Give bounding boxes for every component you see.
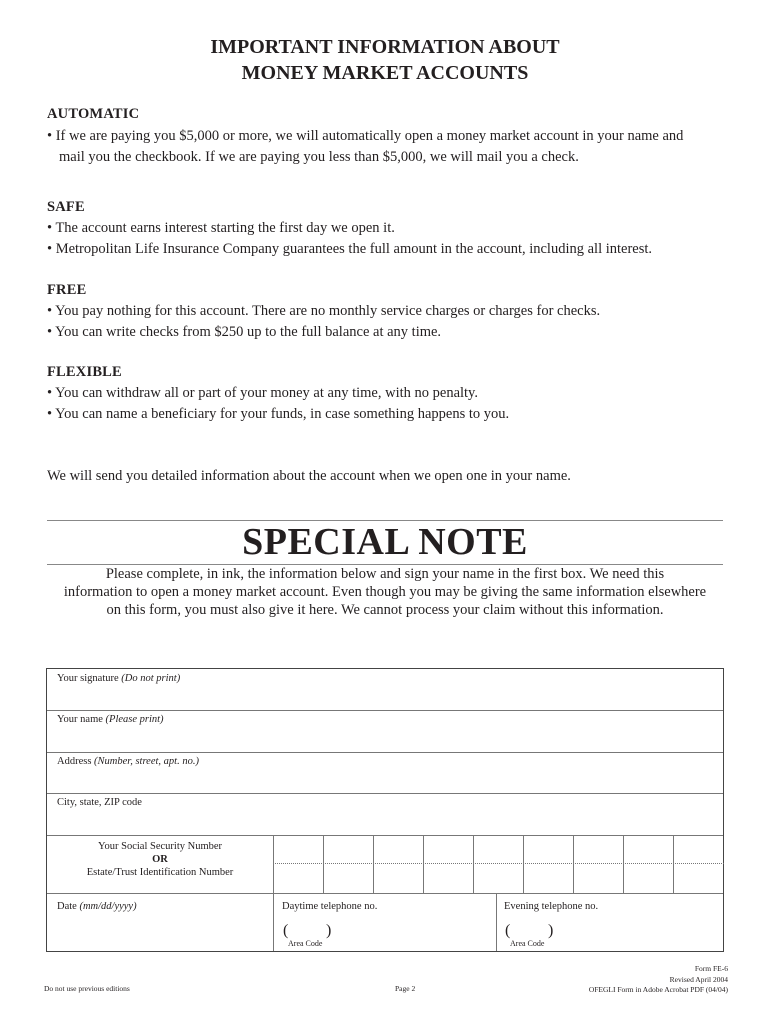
footer-revised-date: Revised April 2004 [669, 975, 728, 984]
signature-label [57, 673, 180, 684]
special-note-line-3: on this form, you must also give it here. We cannot process your claim without this information. [106, 602, 664, 618]
ssn-digit-box[interactable] [323, 835, 373, 893]
area-code-close-paren: ) [548, 922, 554, 939]
area-code-open-paren: ( [283, 922, 289, 939]
footer-pdf-note: OFEGLI Form in Adobe Acrobat PDF (04/04) [588, 985, 728, 994]
date-hint: (mm/dd/yyyy) [79, 901, 137, 912]
ssn-digit-box[interactable] [523, 835, 573, 893]
area-code-label: Area Code [288, 939, 323, 948]
section-heading-safe: SAFE [47, 199, 85, 215]
section-heading-flexible: FLEXIBLE [47, 364, 122, 380]
city-state-zip-field[interactable] [47, 793, 723, 835]
automatic-line-1: • If we are paying you $5,000 or more, we will automatically open a money market account in your name and [47, 128, 684, 144]
date-label [57, 901, 137, 912]
area-code-label: Area Code [510, 939, 545, 948]
automatic-line-2: mail you the checkbook. If we are paying you less than $5,000, we will mail you a check. [59, 149, 579, 165]
page-title-line-1: IMPORTANT INFORMATION ABOUT [210, 36, 560, 58]
address-label-text: Address [57, 756, 92, 767]
evening-phone-label: Evening telephone no. [504, 901, 599, 912]
page-title-line-2: MONEY MARKET ACCOUNTS [241, 62, 529, 84]
date-label-text: Date [57, 901, 77, 912]
daytime-phone-field[interactable] [274, 893, 496, 951]
special-note-line-2: information to open a money market account. Even though you may be giving the same information elsewhere [63, 584, 707, 600]
safe-line-1: • The account earns interest starting the first day we open it. [47, 220, 395, 236]
flexible-line-2: • You can name a beneficiary for your funds, in case something happens to you. [47, 406, 510, 422]
ssn-digit-box[interactable] [623, 835, 673, 893]
daytime-phone-label: Daytime telephone no. [282, 901, 378, 912]
section-heading-automatic: AUTOMATIC [47, 106, 140, 122]
free-line-1: • You pay nothing for this account. There are no monthly service charges or charges for checks. [47, 303, 601, 319]
address-hint: (Number, street, apt. no.) [94, 756, 199, 767]
safe-line-2: • Metropolitan Life Insurance Company guarantees the full amount in the account, including all interest. [47, 241, 653, 257]
signature-field[interactable] [47, 669, 723, 710]
date-field[interactable] [47, 893, 273, 951]
ssn-digit-box[interactable] [573, 835, 623, 893]
signature-hint: (Do not print) [121, 673, 181, 684]
footer-form-id: Form FE-6 [694, 964, 728, 973]
area-code-open-paren: ( [505, 922, 511, 939]
address-field[interactable] [47, 752, 723, 793]
name-field[interactable] [47, 710, 723, 752]
ssn-digit-box[interactable] [673, 835, 724, 893]
name-label [57, 714, 164, 725]
footer-previous-editions: Do not use previous editions [44, 984, 130, 993]
free-line-2: • You can write checks from $250 up to the full balance at any time. [47, 324, 442, 340]
closing-text: We will send you detailed information about the account when we open one in your name. [47, 468, 571, 484]
ssn-digit-box[interactable] [423, 835, 473, 893]
ssn-digit-box[interactable] [273, 835, 323, 893]
section-heading-free: FREE [47, 282, 87, 298]
footer-page-number: Page 2 [395, 984, 416, 993]
signature-label-text: Your signature [57, 673, 119, 684]
address-label [57, 756, 199, 767]
name-hint: (Please print) [105, 714, 164, 725]
flexible-line-1: • You can withdraw all or part of your money at any time, with no penalty. [47, 385, 478, 401]
ssn-label-line-3: Estate/Trust Identification Number [86, 867, 234, 878]
name-label-text: Your name [57, 714, 103, 725]
ssn-label-line-1: Your Social Security Number [97, 841, 223, 852]
special-note-title: SPECIAL NOTE [242, 521, 528, 563]
ssn-digit-box[interactable] [373, 835, 423, 893]
info-form [46, 668, 724, 952]
divider-bottom [47, 564, 723, 565]
ssn-entry-grid [273, 835, 724, 893]
city-state-zip-label: City, state, ZIP code [57, 797, 142, 808]
ssn-digit-box[interactable] [473, 835, 523, 893]
special-note-line-1: Please complete, in ink, the information below and sign your name in the first box. We need this [105, 566, 665, 582]
area-code-close-paren: ) [326, 922, 332, 939]
ssn-or-label: OR [152, 854, 168, 865]
evening-phone-field[interactable] [497, 893, 723, 951]
